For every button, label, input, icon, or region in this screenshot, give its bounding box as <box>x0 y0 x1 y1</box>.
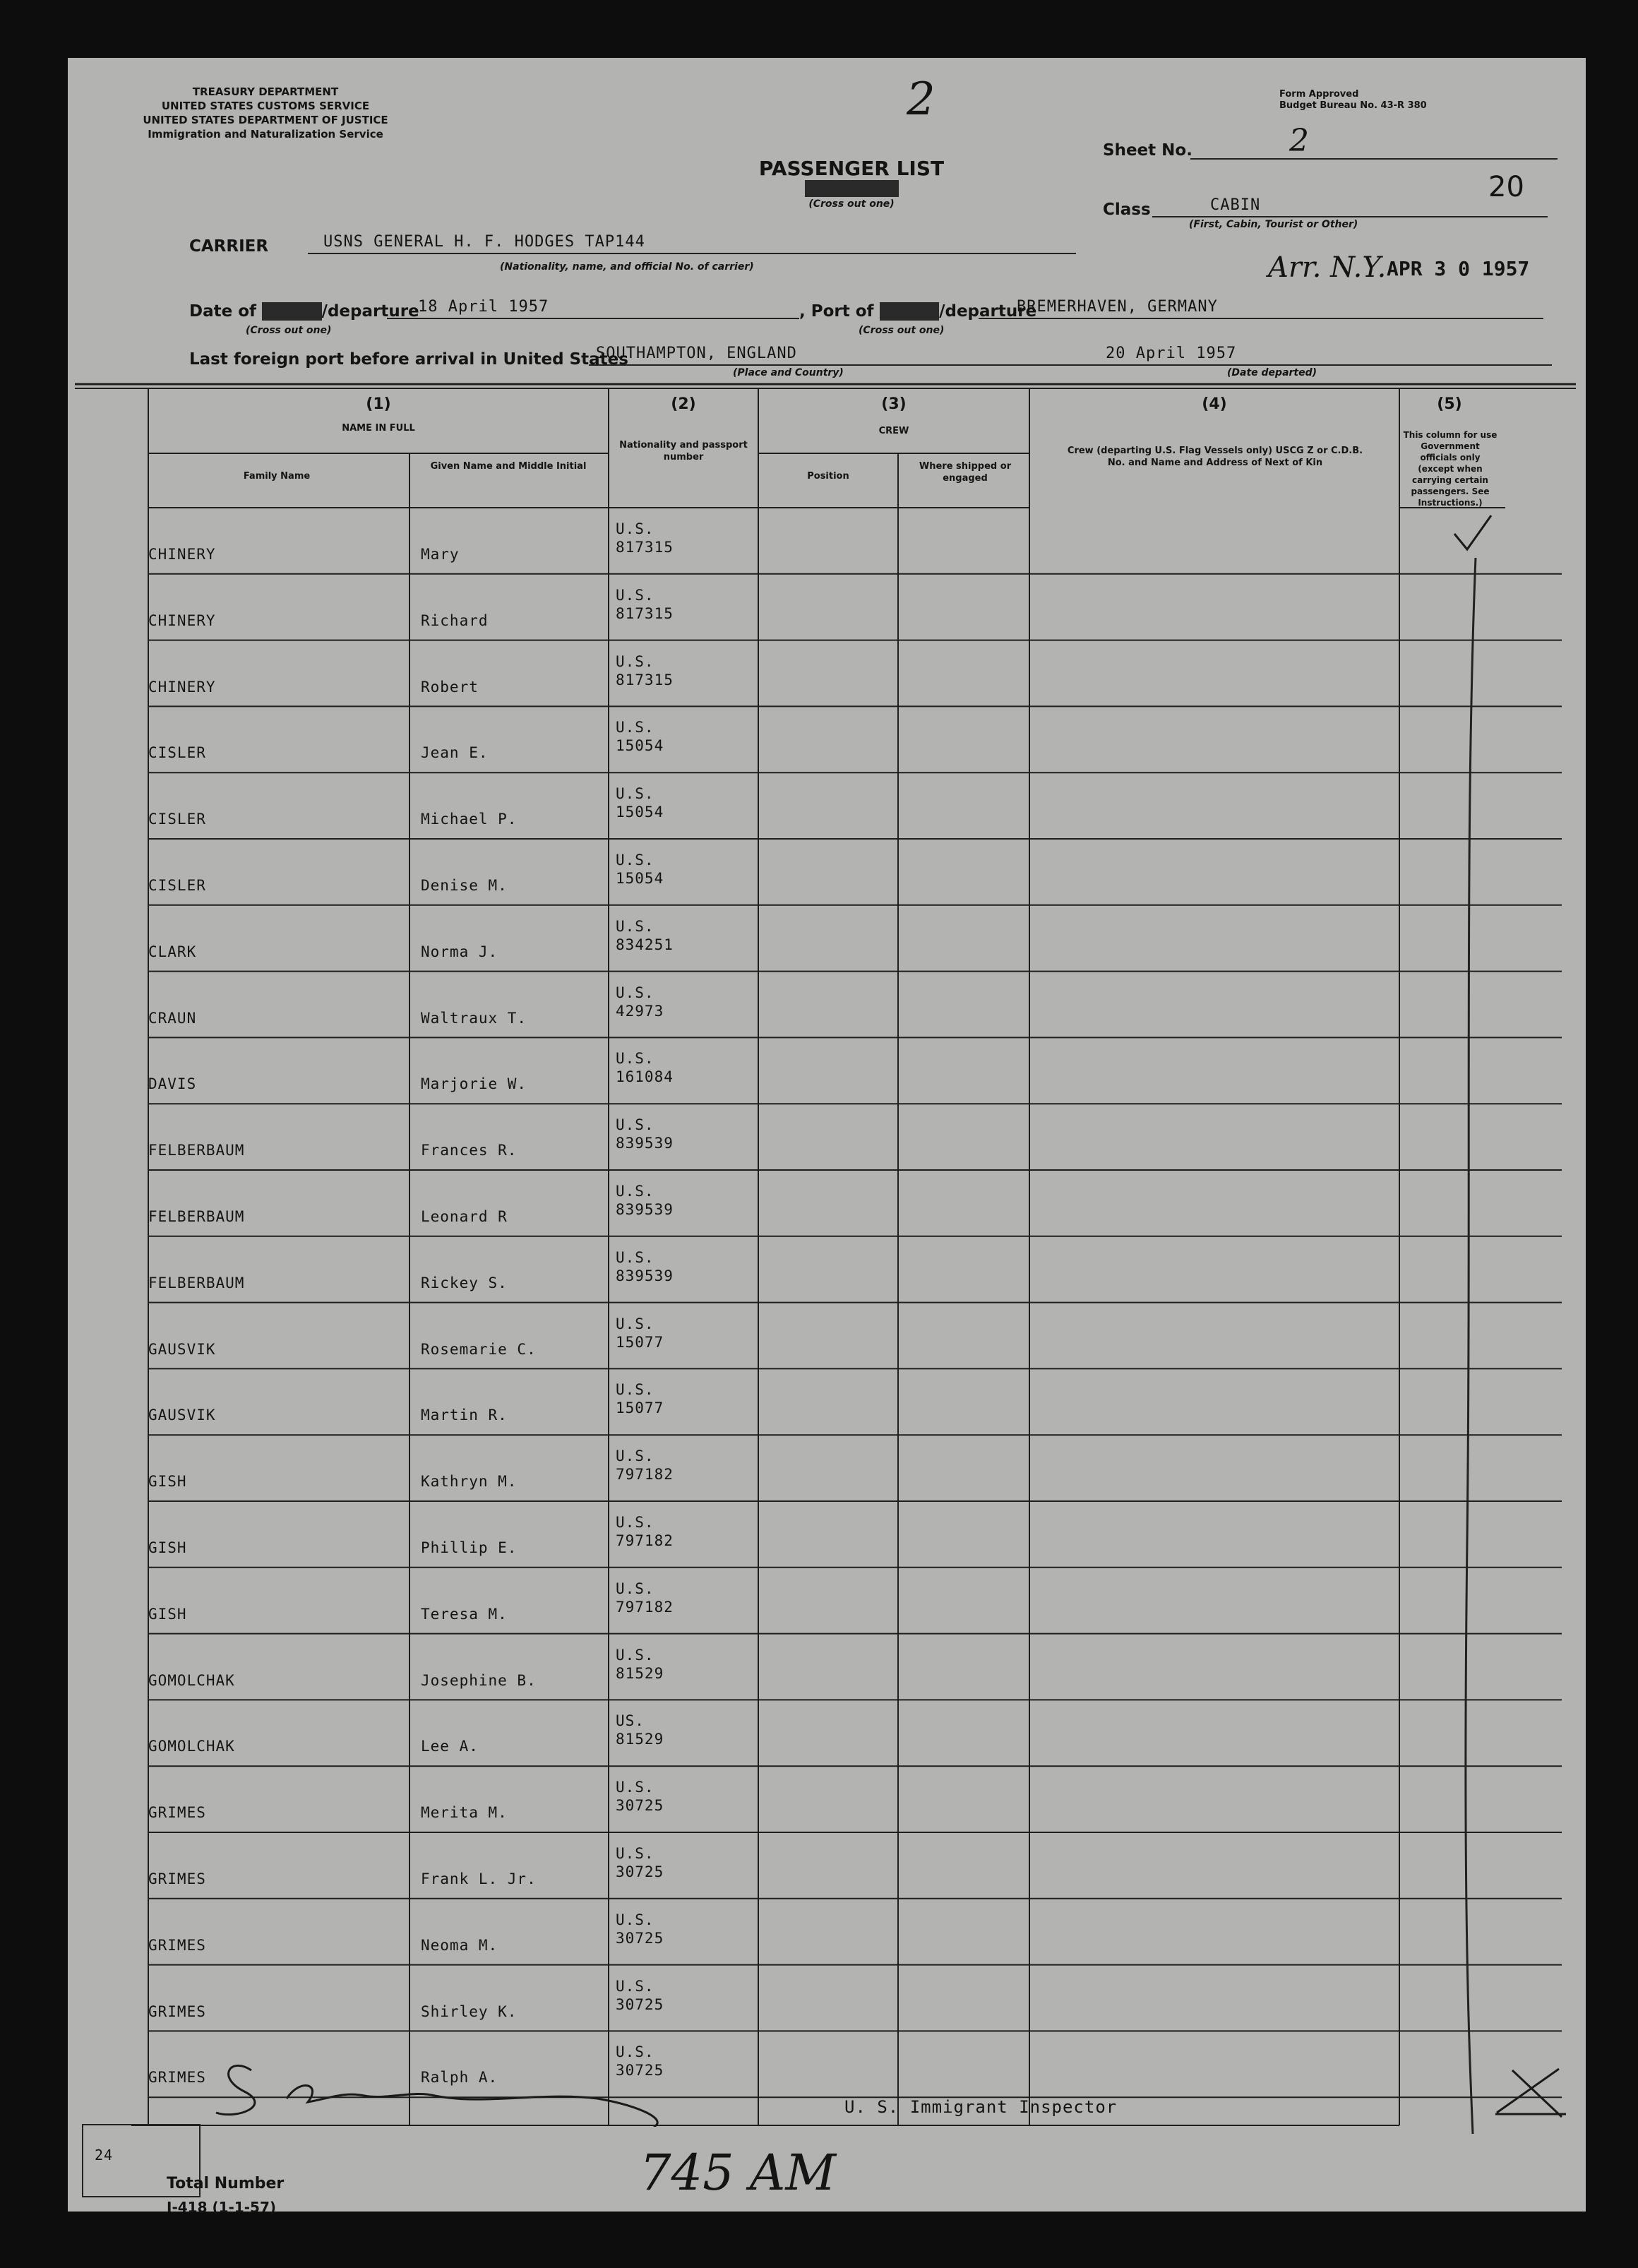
nationality: U.S. <box>616 1050 654 1068</box>
agency-line-2: UNITED STATES CUSTOMS SERVICE <box>161 100 370 112</box>
passenger-list-form <box>68 58 1586 2216</box>
page-title: PASSENGER LIST <box>758 157 945 180</box>
passport-number: 839539 <box>616 1201 674 1218</box>
nationality: U.S. <box>616 1381 654 1399</box>
family-name: CHINERY <box>148 546 216 563</box>
given-name: Norma J. <box>421 943 498 960</box>
family-name: GAUSVIK <box>148 1340 216 1358</box>
given-name: Marjorie W. <box>421 1075 527 1093</box>
form-number: I-418 (1-1-57) <box>167 2199 276 2216</box>
nationality: U.S. <box>616 1580 654 1597</box>
family-name: GRIMES <box>148 1936 206 1954</box>
passport-number: 15054 <box>616 870 664 887</box>
family-name: CHINERY <box>148 678 216 696</box>
given-name: Denise M. <box>421 877 508 894</box>
given-name: Shirley K. <box>421 2003 518 2020</box>
passport-number: 81529 <box>616 1664 664 1682</box>
given-name: Martin R. <box>421 1407 508 1424</box>
nationality: U.S. <box>616 520 654 537</box>
passport-number: 30725 <box>616 1929 664 1947</box>
given-name: Leonard R <box>421 1208 508 1225</box>
given-name: Merita M. <box>421 1804 508 1822</box>
sheet-number: 2 <box>1289 123 1309 159</box>
col3-number: (3) <box>881 395 907 413</box>
total-box-value: 24 <box>95 2147 114 2163</box>
passport-number: 839539 <box>616 1135 674 1152</box>
nationality: U.S. <box>616 1911 654 1928</box>
family-name: GRIMES <box>148 2003 206 2020</box>
passport-number: 81529 <box>616 1731 664 1748</box>
nationality: US. <box>616 1712 645 1730</box>
given-name: Ralph A. <box>421 2069 498 2087</box>
carrier-hint: (Nationality, name, and official No. of carrier) <box>500 261 754 273</box>
passport-number: 834251 <box>616 936 674 953</box>
col3b-title: Where shipped or engaged <box>919 461 1012 484</box>
nationality: U.S. <box>616 2043 654 2061</box>
given-name: Rosemarie C. <box>421 1340 537 1358</box>
given-name: Phillip E. <box>421 1539 518 1556</box>
nationality: U.S. <box>616 586 654 604</box>
port-label-struck: arrival <box>879 302 940 321</box>
family-name: GRIMES <box>148 2069 206 2087</box>
port-label-post: /departure <box>939 302 1037 321</box>
passport-number: 15054 <box>616 737 664 755</box>
passport-number: 42973 <box>616 1002 664 1020</box>
passport-number: 30725 <box>616 1797 664 1815</box>
nationality: U.S. <box>616 1248 654 1266</box>
checkmark-icon <box>1452 513 1494 555</box>
given-name: Teresa M. <box>421 1605 508 1623</box>
handwritten-page-number: 2 <box>907 73 935 126</box>
family-name: FELBERBAUM <box>148 1208 245 1225</box>
date-hint: (Cross out one) <box>246 325 332 336</box>
family-name: GISH <box>148 1539 187 1556</box>
family-name: GISH <box>148 1473 187 1491</box>
date-label-post: /departure <box>321 302 419 321</box>
family-name: GOMOLCHAK <box>148 1671 235 1689</box>
col2-number: (2) <box>671 395 696 413</box>
class-hint: (First, Cabin, Tourist or Other) <box>1189 219 1358 230</box>
family-name: DAVIS <box>148 1075 197 1093</box>
passport-number: 797182 <box>616 1598 674 1616</box>
nationality: U.S. <box>616 1183 654 1200</box>
nationality: U.S. <box>616 917 654 935</box>
col4-number: (4) <box>1202 395 1227 413</box>
given-name: Neoma M. <box>421 1936 498 1954</box>
nationality: U.S. <box>616 1845 654 1862</box>
col1-title: NAME IN FULL <box>342 423 415 434</box>
arrival-handwritten: Arr. N.Y. <box>1268 251 1387 284</box>
col5-pen-line <box>1443 552 1500 2148</box>
inspector-label: U. S. Immigrant Inspector <box>844 2097 1118 2117</box>
family-name: GRIMES <box>148 1870 206 1887</box>
given-name: Richard <box>421 611 489 629</box>
date-value: 18 April 1957 <box>418 298 549 316</box>
col3a-title: Position <box>807 471 849 482</box>
passport-number: 15077 <box>616 1399 664 1417</box>
form-approved-text: Form Approved <box>1279 89 1359 100</box>
nationality: U.S. <box>616 652 654 670</box>
nationality: U.S. <box>616 1448 654 1465</box>
nationality: U.S. <box>616 1977 654 1995</box>
given-name: Kathryn M. <box>421 1473 518 1491</box>
sheet-label: Sheet No. <box>1103 141 1192 160</box>
port-value: BREMERHAVEN, GERMANY <box>1017 298 1218 316</box>
nationality: U.S. <box>616 1315 654 1332</box>
family-name: CISLER <box>148 877 206 894</box>
family-name: CRAUN <box>148 1009 197 1027</box>
cross-mark-icon <box>1491 2063 1569 2120</box>
family-name: CISLER <box>148 744 206 762</box>
col1a-title: Family Name <box>243 471 311 482</box>
last-port-value: SOUTHAMPTON, ENGLAND <box>596 345 797 362</box>
nationality: U.S. <box>616 1779 654 1796</box>
family-name: FELBERBAUM <box>148 1142 245 1159</box>
family-name: CISLER <box>148 811 206 828</box>
date-label-pre: Date of <box>189 302 257 321</box>
total-label: Total Number <box>167 2175 285 2192</box>
family-name: GOMOLCHAK <box>148 1738 235 1755</box>
passport-number: 817315 <box>616 604 674 622</box>
port-label-pre: , Port of <box>799 302 874 321</box>
last-port-label: Last foreign port before arrival in United States <box>189 350 628 369</box>
carrier-label: CARRIER <box>189 237 269 256</box>
signature-mark <box>202 2049 710 2127</box>
passport-number: 30725 <box>616 1995 664 2013</box>
table-grid <box>68 58 1586 2212</box>
nationality: U.S. <box>616 1646 654 1664</box>
given-name: Lee A. <box>421 1738 479 1755</box>
passport-number: 817315 <box>616 671 674 688</box>
passport-number: 15077 <box>616 1333 664 1351</box>
col4-title: Crew (departing U.S. Flag Vessels only) USCG Z or C.D.B. No. and Name and Address of Next of Kin <box>1067 446 1363 468</box>
col5-title: This column for use Government officials only (except when carrying certain passengers. See Instructions.) <box>1403 430 1497 508</box>
passport-number: 161084 <box>616 1068 674 1086</box>
budget-bureau-number: Budget Bureau No. 43-R 380 <box>1279 100 1427 111</box>
agency-line-1: TREASURY DEPARTMENT <box>192 85 339 98</box>
passport-number: 15054 <box>616 804 664 821</box>
passport-number: 797182 <box>616 1466 674 1484</box>
date-departed-hint: (Date departed) <box>1227 367 1317 378</box>
passport-number: 30725 <box>616 1863 664 1880</box>
family-name: GRIMES <box>148 1804 206 1822</box>
given-name: Rickey S. <box>421 1274 508 1291</box>
passport-number: 817315 <box>616 539 674 556</box>
handwritten-count: 20 <box>1488 171 1524 203</box>
agency-line-4: Immigration and Naturalization Service <box>148 128 383 141</box>
date-label-struck: arrival <box>262 302 322 321</box>
nationality: U.S. <box>616 1514 654 1531</box>
col3-title: CREW <box>878 426 909 436</box>
family-name: GAUSVIK <box>148 1407 216 1424</box>
family-name: GISH <box>148 1605 187 1623</box>
family-name: CHINERY <box>148 611 216 629</box>
port-hint: (Cross out one) <box>859 325 945 336</box>
family-name: FELBERBAUM <box>148 1274 245 1291</box>
passport-number: 30725 <box>616 2062 664 2079</box>
col1-number: (1) <box>366 395 391 413</box>
agency-line-3: UNITED STATES DEPARTMENT OF JUSTICE <box>143 114 388 126</box>
passport-number: 797182 <box>616 1532 674 1549</box>
nationality: U.S. <box>616 719 654 736</box>
col1b-title: Given Name and Middle Initial <box>430 461 587 472</box>
time-handwritten: 745 AM <box>640 2144 837 2202</box>
arrival-date-stamp: APR 3 0 1957 <box>1387 257 1530 280</box>
passport-number: 839539 <box>616 1267 674 1284</box>
nationality: U.S. <box>616 785 654 803</box>
given-name: Waltraux T. <box>421 1009 527 1027</box>
class-value: CABIN <box>1210 196 1261 214</box>
title-cross-out-note: (Cross out one) <box>808 198 895 210</box>
nationality: U.S. <box>616 852 654 869</box>
given-name: Frances R. <box>421 1142 518 1159</box>
nationality: U.S. <box>616 1116 654 1134</box>
struck-title: CREW LIST <box>805 180 899 197</box>
date-departed-value: 20 April 1957 <box>1106 345 1237 362</box>
col5-number: (5) <box>1437 395 1462 413</box>
given-name: Michael P. <box>421 811 518 828</box>
col2-title: Nationality and passport number <box>619 440 748 462</box>
last-port-hint: (Place and Country) <box>733 367 844 378</box>
given-name: Robert <box>421 678 479 696</box>
nationality: U.S. <box>616 984 654 1001</box>
given-name: Mary <box>421 546 460 563</box>
given-name: Jean E. <box>421 744 489 762</box>
given-name: Josephine B. <box>421 1671 537 1689</box>
given-name: Frank L. Jr. <box>421 1870 537 1887</box>
family-name: CLARK <box>148 943 197 960</box>
class-label: Class <box>1103 201 1151 219</box>
carrier-value: USNS GENERAL H. F. HODGES TAP144 <box>323 233 645 251</box>
